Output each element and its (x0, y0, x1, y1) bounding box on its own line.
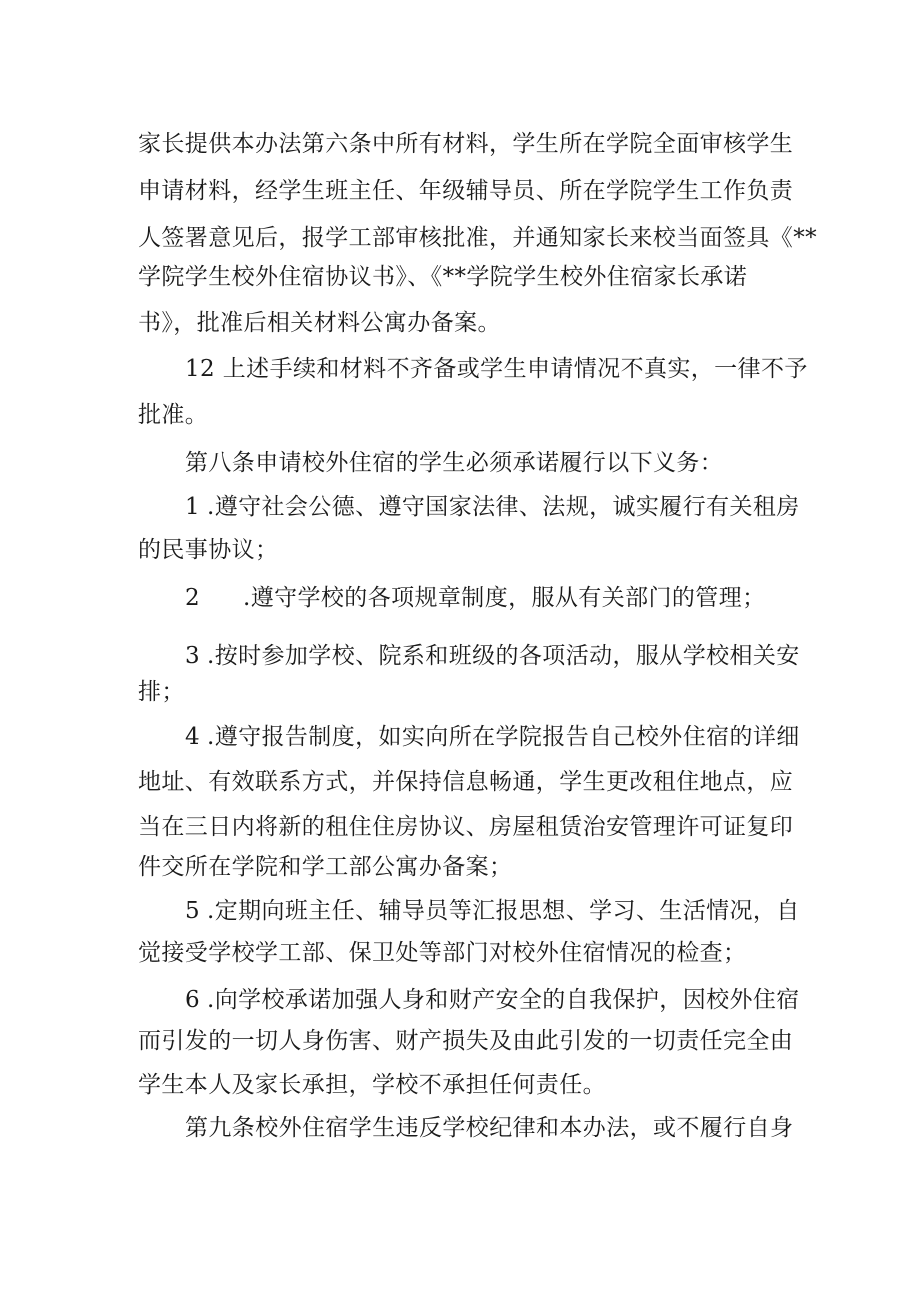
list-item-5: 5 .定期向班主任、辅导员等汇报思想、学习、生活情况，自 (185, 898, 800, 924)
list-item-3: 3 .按时参加学校、院系和班级的各项活动，服从学校相关安 (185, 643, 800, 669)
paragraph-line: 件交所在学院和学工部公寓办备案； (138, 854, 513, 880)
item-number: 3 (185, 643, 201, 669)
list-item-2: 2 .遵守学校的各项规章制度，服从有关部门的管理； (185, 585, 766, 611)
paragraph-line: 批准。 (138, 402, 209, 428)
list-item-6: 6 .向学校承诺加强人身和财产安全的自我保护，因校外住宿 (185, 987, 800, 1013)
paragraph-line: 家长提供本办法第六条中所有材料，学生所在学院全面审核学生 (138, 131, 794, 157)
item-number: 6 (185, 987, 201, 1013)
paragraph-line: 申请材料，经学生班主任、年级辅导员、所在学院学生工作负责 (138, 178, 794, 204)
paragraph-line: 人签署意见后，报学工部审核批准，并通知家长来校当面签具《** (138, 225, 817, 251)
item-number: 2 (185, 585, 201, 611)
paragraph-line: 当在三日内将新的租住住房协议、房屋租赁治安管理许可证复印 (138, 814, 794, 840)
article-8-heading: 第八条申请校外住宿的学生必须承诺履行以下义务： (185, 450, 724, 476)
list-item-1: 1 .遵守社会公德、遵守国家法律、法规，诚实履行有关租房 (185, 494, 800, 520)
item-number: 1 (185, 494, 201, 520)
paragraph-line: 学生本人及家长承担，学校不承担任何责任。 (138, 1072, 606, 1098)
paragraph-line: 学院学生校外住宿协议书》、《**学院学生校外住宿家长承诺 (138, 264, 748, 290)
article-9-heading: 第九条校外住宿学生违反学校纪律和本办法，或不履行自身 (185, 1115, 794, 1141)
paragraph-line: 地址、有效联系方式，并保持信息畅通，学生更改租住地点，应 (138, 769, 794, 795)
paragraph-line: 的民事协议； (138, 537, 279, 563)
paragraph-line: 12 上述手续和材料不齐备或学生申请情况不真实，一律不予 (185, 356, 808, 382)
paragraph-line: 觉接受学校学工部、保卫处等部门对校外住宿情况的检查； (138, 940, 747, 966)
list-item-4: 4 .遵守报告制度，如实向所在学院报告自己校外住宿的详细 (185, 724, 800, 750)
item-number: 5 (185, 898, 201, 924)
paragraph-line: 书》，批准后相关材料公寓办备案。 (138, 310, 501, 336)
paragraph-line: 而引发的一切人身伤害、财产损失及由此引发的一切责任完全由 (138, 1028, 794, 1054)
paragraph-line: 排； (138, 679, 185, 705)
item-number: 4 (185, 724, 201, 750)
